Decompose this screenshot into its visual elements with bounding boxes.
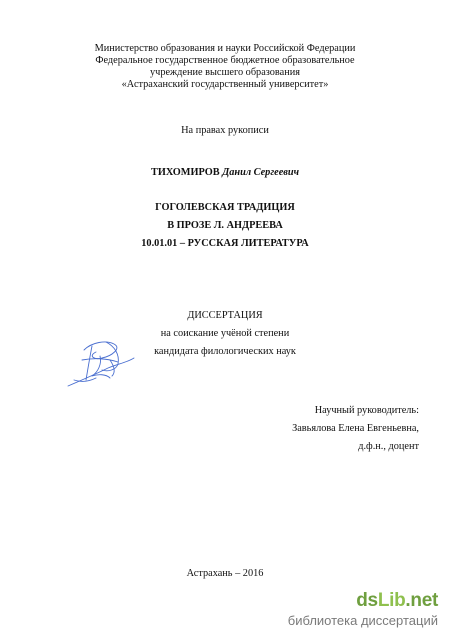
author-surname: ТИХОМИРОВ [150,167,220,178]
logo-part-net: .net [405,590,438,611]
institution-level-line: учреждение высшего образования [150,67,300,78]
specialty-code: 10.01.01 – РУССКАЯ ЛИТЕРАТУРА [141,238,309,249]
dslib-watermark [280,590,440,634]
document-type: ДИССЕРТАЦИЯ [187,310,263,321]
degree-name: кандидата филологических наук [154,346,296,357]
thesis-title-line-2: В ПРОЗЕ Л. АНДРЕЕВА [167,220,283,231]
degree-purpose: на соискание учёной степени [160,328,290,339]
author-given-names: Данил Сергеевич [222,167,300,178]
thesis-title-line-1: ГОГОЛЕВСКАЯ ТРАДИЦИЯ [155,202,295,213]
logo-part-ds: ds [356,590,378,611]
author-name [0,167,450,180]
ministry-line: Министерство образования и науки Российской Федерации [94,43,356,54]
manuscript-rights-note: На правах рукописи [181,125,269,136]
institution-type-line: Федеральное государственное бюджетное образовательное [95,55,355,66]
dslib-tagline: библиотека диссертаций [287,613,438,628]
supervisor-label: Научный руководитель: [314,405,419,416]
dslib-logo [356,590,438,612]
university-name: «Астраханский государственный университет» [121,79,329,90]
city-year: Астрахань – 2016 [186,568,264,579]
logo-part-lib: Lib [377,590,406,611]
signature-scribble [62,336,138,394]
supervisor-name: Завьялова Елена Евгеньевна, [292,423,419,434]
supervisor-degree: д.ф.н., доцент [358,441,419,452]
